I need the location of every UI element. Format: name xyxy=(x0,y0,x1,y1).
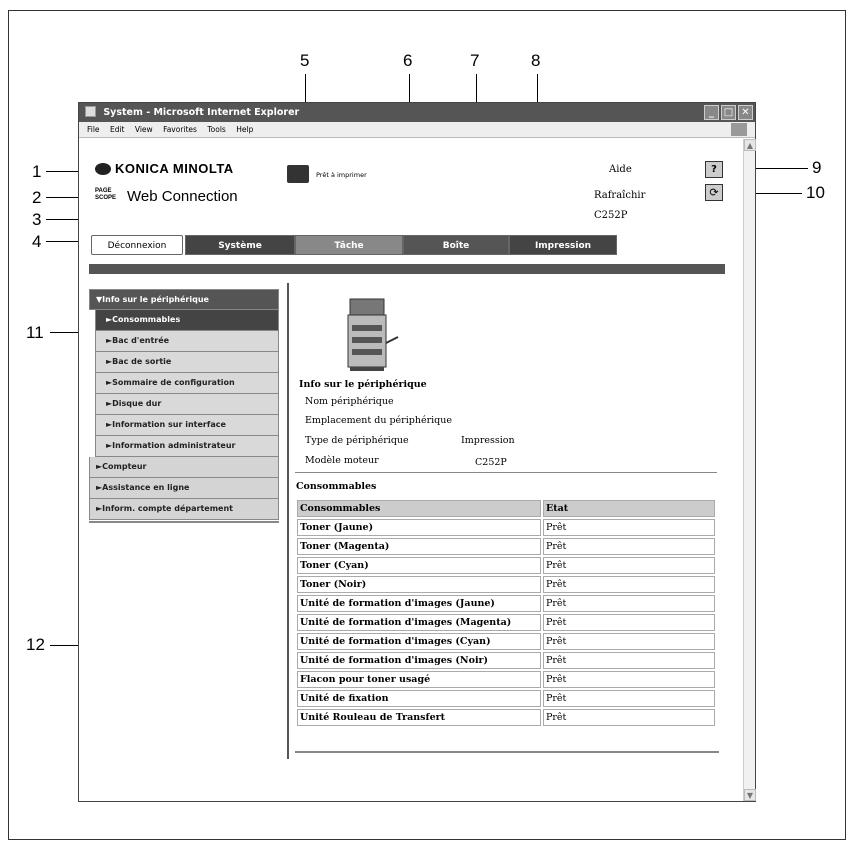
consumable-name: Unité Rouleau de Transfert xyxy=(297,709,541,726)
consumable-status: Prêt xyxy=(543,690,715,707)
callout-7: 7 xyxy=(470,51,480,70)
tab-job[interactable]: Tâche xyxy=(295,235,403,255)
sidebar-item-output-tray[interactable]: ►Bac de sortie xyxy=(95,352,279,373)
consumable-name: Unité de formation d'images (Noir) xyxy=(297,652,541,669)
sidebar-item-interface-info[interactable]: ►Information sur interface xyxy=(95,415,279,436)
callout-9: 9 xyxy=(812,158,822,177)
consumable-status: Prêt xyxy=(543,576,715,593)
device-type-label: Type de périphérique xyxy=(305,435,409,446)
consumable-name: Toner (Cyan) xyxy=(297,557,541,574)
device-info-title: Info sur le périphérique xyxy=(299,379,427,390)
tab-system[interactable]: Système xyxy=(185,235,295,255)
callout-2: 2 xyxy=(32,188,42,207)
consumable-status: Prêt xyxy=(543,709,715,726)
callout-10: 10 xyxy=(806,183,825,202)
sidebar-item-configuration-summary[interactable]: ►Sommaire de configuration xyxy=(95,373,279,394)
table-row xyxy=(297,671,715,688)
device-type-value: Impression xyxy=(461,435,515,446)
consumable-name: Unité de formation d'images (Magenta) xyxy=(297,614,541,631)
consumable-status: Prêt xyxy=(543,633,715,650)
ie-app-icon xyxy=(85,106,96,117)
consumable-status: Prêt xyxy=(543,538,715,555)
pagescope-logo: PAGE SCOPE Web Connection xyxy=(95,188,238,205)
printer-status-icon xyxy=(287,165,309,183)
minimize-button[interactable]: _ xyxy=(704,105,719,120)
callout-8: 8 xyxy=(531,51,541,70)
callout-1: 1 xyxy=(32,162,42,181)
table-row xyxy=(297,576,715,593)
browser-window xyxy=(78,102,756,802)
tab-underline-bar xyxy=(89,264,725,274)
close-button[interactable]: ✕ xyxy=(738,105,753,120)
table-row xyxy=(297,690,715,707)
printer-device-image xyxy=(344,297,399,372)
menu-bar xyxy=(79,122,755,138)
table-row xyxy=(297,633,715,650)
table-row xyxy=(297,519,715,536)
callout-12: 12 xyxy=(26,635,45,654)
menu-view[interactable]: View xyxy=(134,125,153,134)
sidebar-bottom-divider xyxy=(89,521,279,523)
pagescope-mark: PAGE SCOPE xyxy=(95,188,117,201)
sidebar-item-consumables[interactable]: ►Consommables xyxy=(95,310,279,331)
menu-help[interactable]: Help xyxy=(236,125,254,134)
table-row xyxy=(297,614,715,631)
callout-5: 5 xyxy=(300,51,310,70)
menu-file[interactable]: File xyxy=(87,125,100,134)
model-name: C252P xyxy=(594,210,628,221)
callout-3: 3 xyxy=(32,210,42,229)
consumable-name: Unité de fixation xyxy=(297,690,541,707)
help-icon[interactable]: ? xyxy=(705,161,723,178)
engine-model-label: Modèle moteur xyxy=(305,455,379,466)
refresh-icon[interactable]: ⟳ xyxy=(705,184,723,201)
consumable-status: Prêt xyxy=(543,614,715,631)
column-header-status: Etat xyxy=(543,500,715,517)
help-link[interactable]: Aide xyxy=(609,164,632,175)
table-row xyxy=(297,709,715,726)
menu-edit[interactable]: Edit xyxy=(109,125,125,134)
callout-6: 6 xyxy=(403,51,413,70)
sidebar-menu xyxy=(89,289,279,523)
tab-box[interactable]: Boîte xyxy=(403,235,509,255)
consumable-name: Toner (Noir) xyxy=(297,576,541,593)
sidebar-item-input-tray[interactable]: ►Bac d'entrée xyxy=(95,331,279,352)
consumable-name: Unité de formation d'images (Cyan) xyxy=(297,633,541,650)
table-header-row xyxy=(297,500,715,517)
sidebar-item-device-info[interactable]: ▼Info sur le périphérique xyxy=(89,289,279,310)
consumable-status: Prêt xyxy=(543,557,715,574)
consumables-table xyxy=(295,498,717,728)
consumables-title: Consommables xyxy=(296,481,377,492)
sidebar-item-account-track[interactable]: ►Inform. compte département xyxy=(89,499,279,520)
info-divider xyxy=(295,472,717,473)
refresh-link[interactable]: Rafraîchir xyxy=(594,190,646,201)
tab-print[interactable]: Impression xyxy=(509,235,617,255)
consumable-status: Prêt xyxy=(543,519,715,536)
sidebar-item-hard-disk[interactable]: ►Disque dur xyxy=(95,394,279,415)
consumable-name: Toner (Jaune) xyxy=(297,519,541,536)
sidebar-item-online-assistance[interactable]: ►Assistance en ligne xyxy=(89,478,279,499)
engine-model-value: C252P xyxy=(475,457,507,468)
printer-status-text: Prêt à imprimer xyxy=(316,171,367,179)
menu-favorites[interactable]: Favorites xyxy=(163,125,197,134)
device-location-label: Emplacement du périphérique xyxy=(305,415,452,426)
konica-minolta-logo: KONICA MINOLTA xyxy=(95,161,234,176)
table-row xyxy=(297,557,715,574)
callout-11: 11 xyxy=(26,323,44,342)
consumable-name: Toner (Magenta) xyxy=(297,538,541,555)
table-row xyxy=(297,652,715,669)
column-header-consumables: Consommables xyxy=(297,500,541,517)
table-bottom-divider xyxy=(295,751,719,753)
logout-button[interactable]: Déconnexion xyxy=(91,235,183,255)
consumable-status: Prêt xyxy=(543,652,715,669)
scroll-up-icon[interactable]: ▲ xyxy=(744,139,756,151)
sidebar-item-counter[interactable]: ►Compteur xyxy=(89,457,279,478)
windows-logo-icon xyxy=(731,123,747,136)
device-name-label: Nom périphérique xyxy=(305,396,394,407)
consumable-name: Flacon pour toner usagé xyxy=(297,671,541,688)
consumable-status: Prêt xyxy=(543,671,715,688)
scroll-down-icon[interactable]: ▼ xyxy=(744,789,756,801)
maximize-button[interactable]: □ xyxy=(721,105,736,120)
menu-tools[interactable]: Tools xyxy=(207,125,226,134)
main-tabs xyxy=(91,235,617,255)
konica-globe-icon xyxy=(95,163,111,175)
callout-4: 4 xyxy=(32,232,42,251)
window-title: System - Microsoft Internet Explorer xyxy=(103,107,300,118)
table-row xyxy=(297,538,715,555)
vertical-scrollbar[interactable] xyxy=(743,139,755,801)
sidebar-item-admin-info[interactable]: ►Information administrateur xyxy=(95,436,279,457)
title-bar xyxy=(79,103,755,122)
consumable-status: Prêt xyxy=(543,595,715,612)
table-row xyxy=(297,595,715,612)
consumable-name: Unité de formation d'images (Jaune) xyxy=(297,595,541,612)
content-separator xyxy=(287,283,289,759)
